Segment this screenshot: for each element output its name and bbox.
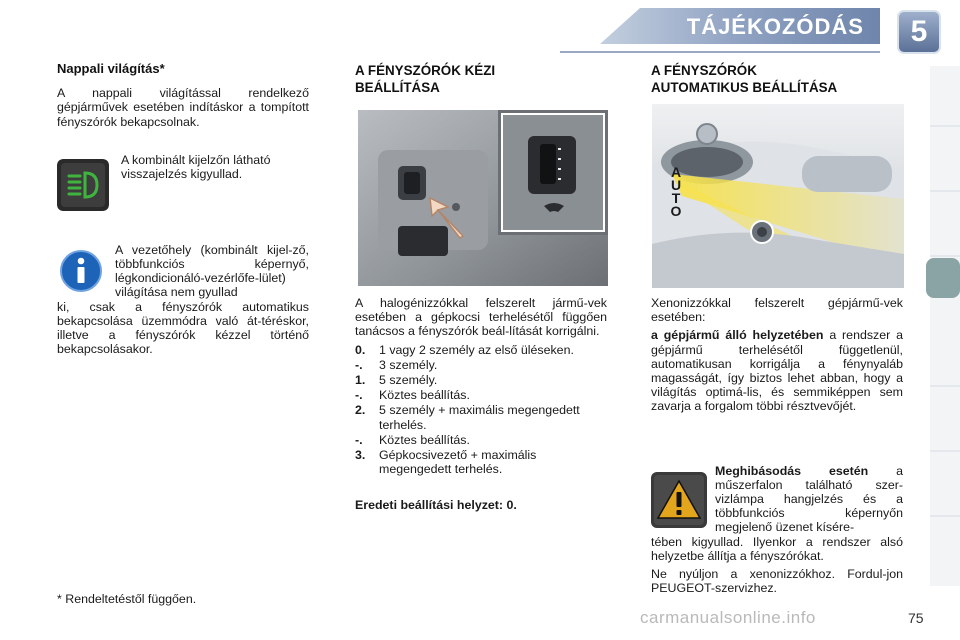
list-item <box>355 403 607 431</box>
list-item-key: 0. <box>355 342 366 357</box>
list-item-text: 3 személy. <box>379 357 438 372</box>
column-auto-adjust <box>651 62 903 110</box>
list-item-text: 5 személy + maximális megengedett terhelés. <box>379 403 580 432</box>
load-settings-list <box>355 343 607 477</box>
list-item-key: 3. <box>355 448 366 463</box>
warning-text-1 <box>715 464 903 535</box>
page-number: 75 <box>908 610 924 626</box>
list-item-text: Köztes beállítás. <box>379 432 470 447</box>
warning-icon <box>651 472 707 528</box>
chapter-number: 5 <box>910 15 928 48</box>
default-setting: Eredeti beállítási helyzet: 0. <box>355 498 517 513</box>
list-item-key: 1. <box>355 373 366 388</box>
column-manual-adjust <box>355 62 607 110</box>
auto-label: AUTO <box>670 164 682 219</box>
footnote: * Rendeltetéstől függően. <box>57 592 197 606</box>
info-note-text-1: A vezetőhely (kombinált kijel-ző, többfunkciós képernyő, légkondicionáló-vezérlőfe-lület) világítása nem gyullad <box>115 242 309 300</box>
car-headlight-photo <box>652 104 904 288</box>
daylight-indicator-icon <box>57 159 109 211</box>
warning-bold: Meghibásodás esetén <box>715 463 869 478</box>
list-item <box>355 388 607 402</box>
manual-intro: A halogénizzókkal felszerelt jármű-vek esetében a gépkocsi terhelésétől függően tanácsos a fényszórók beál-lítását korrigálni. <box>355 296 607 339</box>
column-daylight <box>57 62 309 356</box>
page-title: TÁJÉKOZÓDÁS <box>686 14 864 39</box>
list-item <box>355 358 607 372</box>
info-note-block <box>57 243 309 357</box>
info-note-text-2: ki, csak a fényszórók automatikus bekapcsolása üzemmódra való át-téréskor, illetve a fényszórók kézzel történő bekapcsolásakor. <box>57 299 309 357</box>
list-item-key: -. <box>355 388 363 403</box>
list-item <box>355 433 607 447</box>
list-item-text: 1 vagy 2 személy az első üléseken. <box>379 342 574 357</box>
dashboard-photo <box>358 110 608 286</box>
indicator-note-block <box>57 153 309 217</box>
auto-body-text: a rendszer a gépjármű terhelésétől függetlenül, automatikusan korrigálja a fénynyaláb magasságát, így biztos lehet abban, hogy a világítás optimá-lis, és semmiképpen sem zavarja a forgalom többi résztvevőjét. <box>651 328 903 414</box>
list-item-text: 5 személy. <box>379 373 438 388</box>
section-heading-auto-line2: AUTOMATIKUS BEÁLLÍTÁSA <box>651 80 838 95</box>
auto-body-bold: a gépjármű álló helyzetében <box>651 328 824 343</box>
section-heading-daylight: Nappali világítás* <box>57 61 165 76</box>
info-icon <box>59 249 103 293</box>
manual-adjust-body <box>355 296 607 513</box>
warning-block <box>651 464 903 596</box>
auto-intro: Xenonizzókkal felszerelt gépjármű-vek esetében: <box>651 296 903 325</box>
watermark: carmanualsonline.info <box>640 608 816 627</box>
list-item-key: 2. <box>355 403 366 418</box>
list-item <box>355 343 607 357</box>
xenon-note: Ne nyúljon a xenonizzókhoz. Fordul-jon PEUGEOT-szervizhez. <box>651 567 903 596</box>
auto-adjust-body <box>651 296 903 595</box>
list-item <box>355 448 607 476</box>
chapter-tabs <box>924 66 960 586</box>
section-heading-auto <box>651 62 903 96</box>
daylight-intro: A nappali világítással rendelkező gépjárművek esetében indításkor a tompított fényszórók bekapcsolnak. <box>57 86 309 129</box>
list-item-key: -. <box>355 432 363 447</box>
section-heading-manual-line2: BEÁLLÍTÁSA <box>355 80 440 95</box>
indicator-note-text: A kombinált kijelzőn látható visszajelzés kigyullad. <box>121 152 271 182</box>
section-heading-manual-line1: A FÉNYSZÓRÓK KÉZI <box>355 63 496 78</box>
list-item-key: -. <box>355 357 363 372</box>
list-item-text: Gépkocsivezető + maximális megengedett terhelés. <box>379 448 537 477</box>
list-item-text: Köztes beállítás. <box>379 388 470 403</box>
warning-text: a műszerfalon található szer-vizlámpa hangjelzés és a többfunkciós képernyőn megjelenő üzenet kísére- <box>715 463 903 535</box>
section-heading-auto-line1: A FÉNYSZÓRÓK <box>651 63 757 78</box>
auto-body <box>651 328 903 413</box>
section-heading-manual <box>355 62 607 96</box>
list-item <box>355 373 607 387</box>
warning-text-2: tében kigyullad. Ilyenkor a rendszer alsó helyzetbe állítja a fényszórókat. <box>651 534 903 563</box>
